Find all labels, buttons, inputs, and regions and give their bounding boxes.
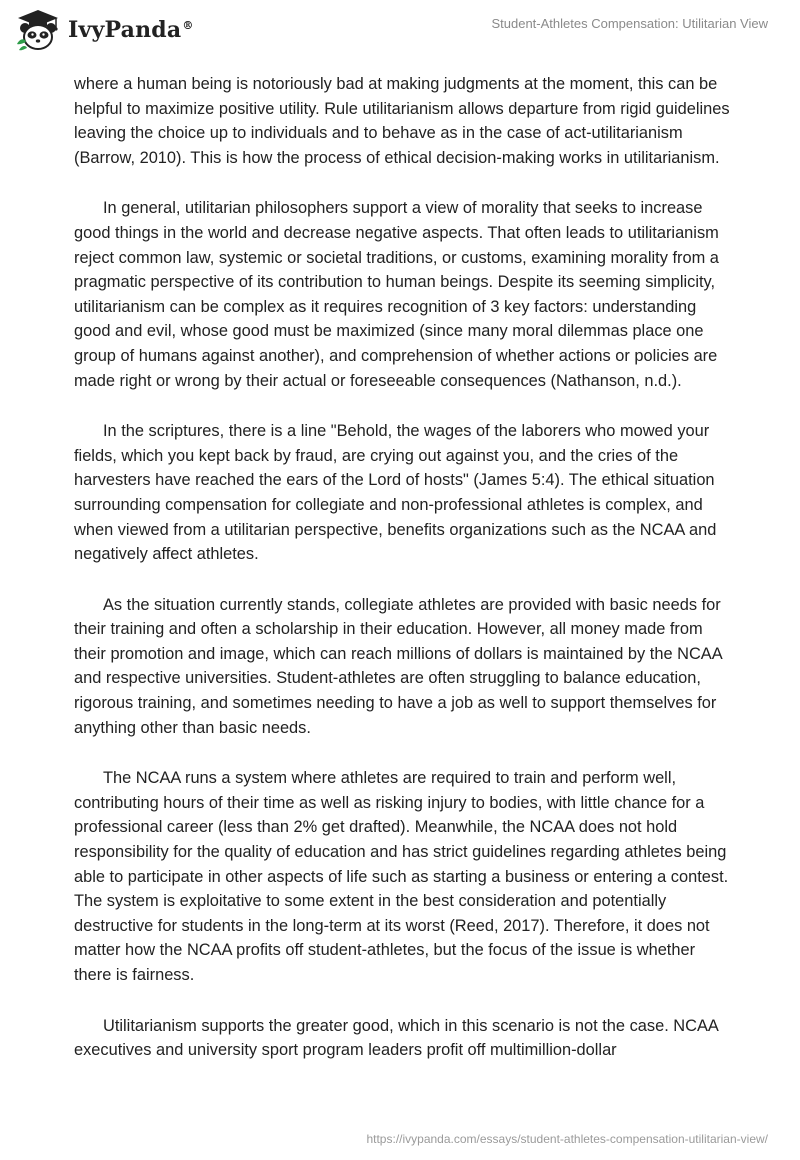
paragraph-5: The NCAA runs a system where athletes are required to train and perform well, contributing hours of their time as well as risking injury to bodies, with little chance for a professional career (less than 2% get drafted). Meanwhile, the NCAA does not hold responsibility for the quality of education and has strict guidelines regarding athletes being able to participate in other aspects of life such as starting a business or entering a contest. The system is exploitative to some extent in the best consideration and potentially destructive for students in the long-term at its worst (Reed, 2017). Therefore, it does not matter how the NCAA profits off student-athletes, but the focus of the issue is whether there is fairness. [74,769,729,984]
page-header [0,0,800,62]
brand-name: IvyPanda® [68,17,194,43]
ivypanda-logo[interactable] [14,8,194,52]
paragraph-6: Utilitarianism supports the greater good, which in this scenario is not the case. NCAA executives and university sport program leaders profit off multimillion-dollar [74,1016,718,1060]
essay-body [74,72,734,1089]
paragraph-2: In general, utilitarian philosophers support a view of morality that seeks to increase good things in the world and decrease negative aspects. That often leads to utilitarianism reject common law, systemic or societal traditions, or customs, examining morality from a pragmatic perspective of its contribution to human beings. Despite its seeming simplicity, utilitarianism can be complex as it requires recognition of 3 key factors: understanding good and evil, whose good must be maximized (since many moral dilemmas place one group of humans against another), and comprehension of whether actions or policies are made right or wrong by their actual or foreseeable consequences (Nathanson, n.d.). [74,199,719,390]
document-title: Student-Athletes Compensation: Utilitarian View [491,16,768,31]
paragraph-1: where a human being is notoriously bad at making judgments at the moment, this can be helpful to maximize positive utility. Rule utilitarianism allows departure from rigid guidelines leaving the choice up to individuals and to behave as in the case of act-utilitarianism (Barrow, 2010). This is how the process of ethical decision-making works in utilitarianism. [74,75,730,167]
panda-graduate-logo-icon [14,8,62,52]
registered-mark: ® [182,18,194,32]
paragraph-4: As the situation currently stands, collegiate athletes are provided with basic needs for their training and often a scholarship in their education. However, all money made from their promotion and image, which can reach millions of dollars is maintained by the NCAA and respective universities. Student-athletes are often struggling to balance education, rigorous training, and sometimes needing to have a job as well to support themselves for anything other than basic needs. [74,595,722,737]
source-url-link[interactable]: https://ivypanda.com/essays/student-athletes-compensation-utilitarian-view/ [366,1132,768,1146]
paragraph-3: In the scriptures, there is a line "Behold, the wages of the laborers who mowed your fields, which you kept back by fraud, are crying out against you, and the cries of the harvesters have reached the ears of the Lord of hosts" (James 5:4). The ethical situation surrounding compensation for collegiate and non-professional athletes is complex, and when viewed from a utilitarian perspective, benefits organizations such as the NCAA and negatively affect athletes. [74,422,717,564]
